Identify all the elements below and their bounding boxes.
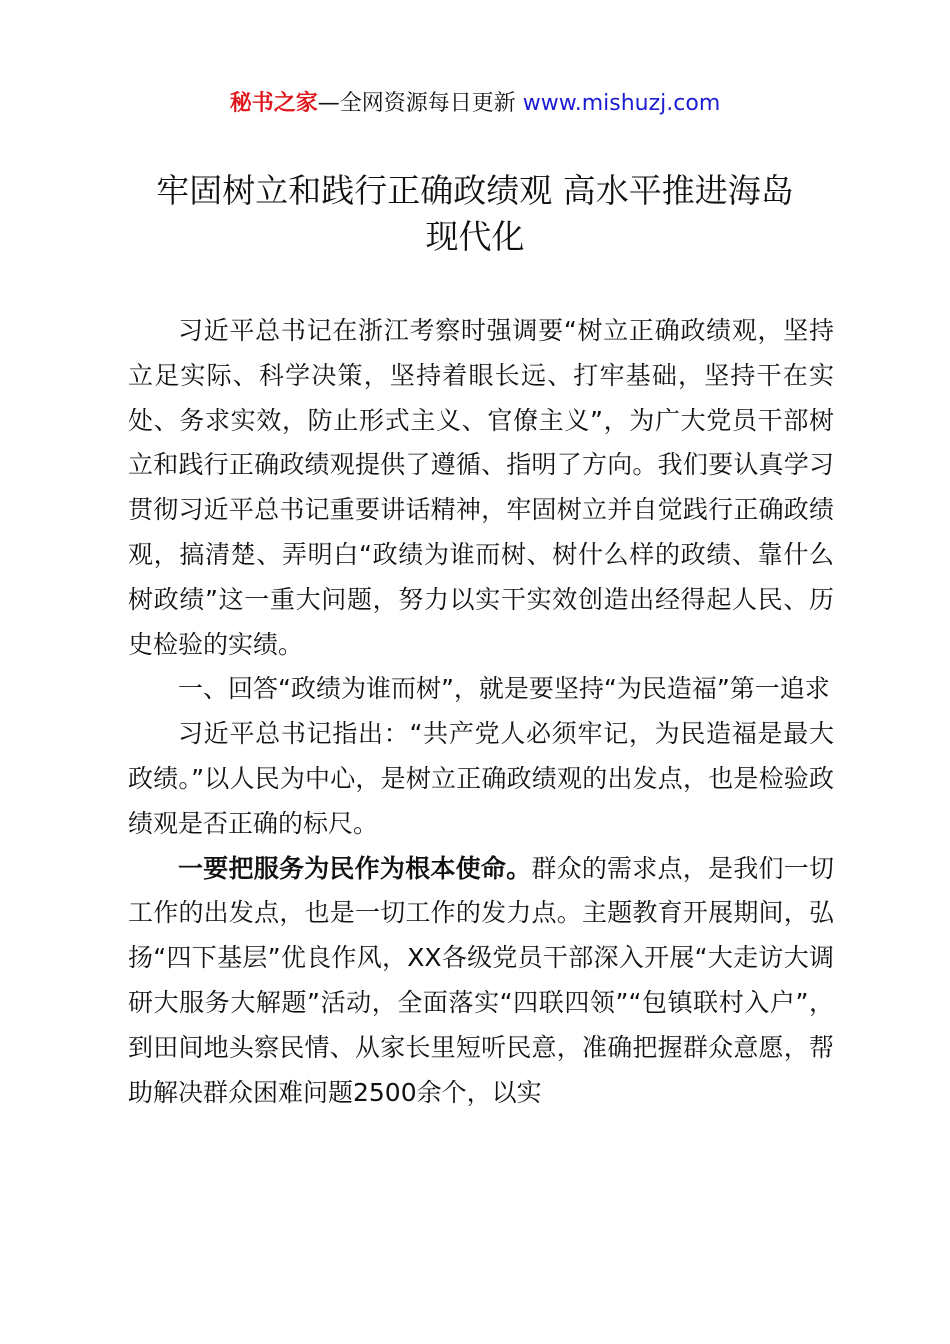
site-url-link[interactable]: www.mishuzj.com <box>522 91 721 116</box>
paragraph-quote: 习近平总书记指出：“共产党人必须牢记，为民造福是最大政绩。”以人民为中心，是树立正确政绩观的出发点，也是检验政绩观是否正确的标尺。 <box>128 719 834 838</box>
paragraph-service-lead: 一要把服务为民作为根本使命。 <box>178 853 532 883</box>
site-header <box>0 88 950 120</box>
paragraph-service <box>128 847 834 1116</box>
title-line-2: 现代化 <box>425 217 525 256</box>
paragraph-service-text: 群众的需求点，是我们一切工作的出发点，也是一切工作的发力点。主题教育开展期间，弘扬“四下基层”优良作风，XX各级党员干部深入开展“大走访大调研大服务大解题”活动，全面落实“四联四领”“包镇联村入户”，到田间地头察民情、从家长里短听民意，准确把握群众意愿，帮助解决群众困难问题2500余个，以实 <box>128 853 834 1107</box>
title-line-1: 牢固树立和践行正确政绩观 高水平推进海岛 <box>156 171 794 210</box>
document-body <box>128 309 834 1115</box>
section-heading-1: 一、回答“政绩为谁而树”，就是要坚持“为民造福”第一追求 <box>178 674 830 704</box>
header-tagline: —全网资源每日更新 <box>317 91 523 116</box>
document-title <box>0 168 950 260</box>
brand-name: 秘书之家 <box>229 91 318 116</box>
paragraph-intro: 习近平总书记在浙江考察时强调要“树立正确政绩观，坚持立足实际、科学决策，坚持着眼长远、打牢基础，坚持干在实处、务求实效，防止形式主义、官僚主义”，为广大党员干部树立和践行正确政绩观提供了遵循、指明了方向。我们要认真学习贯彻习近平总书记重要讲话精神，牢固树立并自觉践行正确政绩观，搞清楚、弄明白“政绩为谁而树、树什么样的政绩、靠什么树政绩”这一重大问题，努力以实干实效创造出经得起人民、历史检验的实绩。 <box>128 316 834 659</box>
